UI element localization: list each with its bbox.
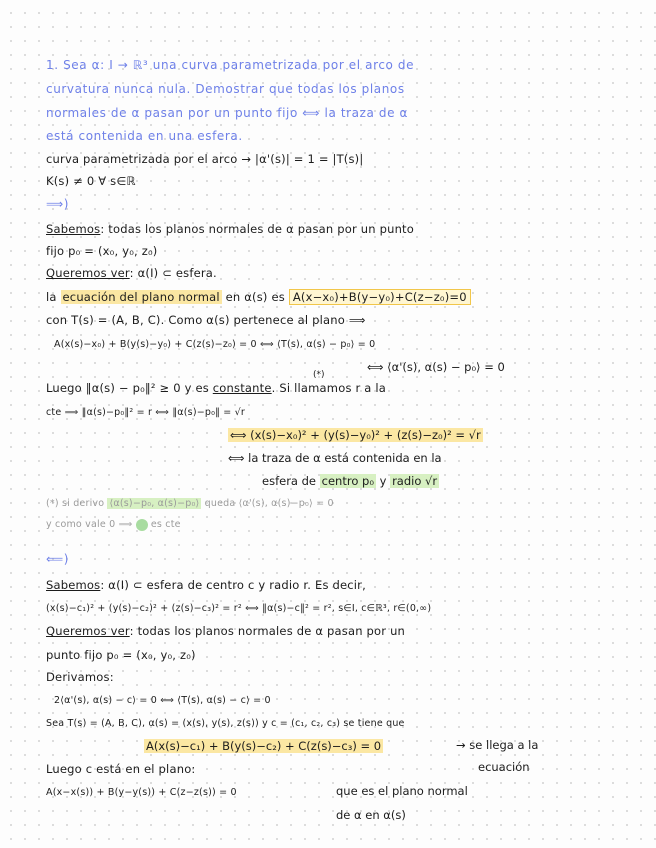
note-derive: [46, 496, 334, 511]
note1-a: (*) si derivo: [46, 498, 105, 509]
forward-sabemos: [46, 222, 414, 237]
esfera-y: y: [379, 474, 387, 488]
forward-queremos: [46, 266, 217, 281]
b-ecuacion: ecuación: [478, 760, 530, 774]
eq-box: A(x−x₀)+B(y−y₀)+C(z−z₀)=0: [289, 289, 471, 305]
b-plane-eq: A(x−x(s)) + B(y−y(s)) + C(z−z(s)) = 0: [46, 787, 237, 798]
luego-constante: constante: [212, 381, 272, 395]
sabemos-text: : todas los planos normales de α pasan por un punto: [100, 222, 415, 236]
b-que-es: que es el plano normal: [336, 784, 468, 798]
b-queremos-label: Queremos ver: [46, 624, 130, 638]
cte-line: cte ⟹ ‖α(s)−p₀‖² = r ⟺ ‖α(s)−p₀‖ = √r: [46, 407, 246, 418]
intro-line-1: curva parametrizada por el arco → |α'(s)| = 1 = |T(s)|: [46, 152, 364, 166]
b-de-alpha: de α en α(s): [336, 808, 406, 822]
eq-text-a: la: [46, 290, 57, 304]
note1-highlight: ⟨α(s)−p₀, α(s)−p₀⟩: [109, 498, 200, 509]
iff-line: ⟺ ⟨α'(s), α(s) − p₀⟩ = 0: [367, 360, 505, 374]
b-sea-line: Sea T(s) = (A, B, C), α(s) = (x(s), y(s), z(s)) y c = (c₁, c₂, c₃) se tiene que: [46, 718, 405, 729]
b-sabemos-text: : α(I) ⊂ esfera de centro c y radio r. Es decir,: [100, 578, 366, 592]
problem-line-4: está contenida en una esfera.: [46, 129, 243, 143]
esfera-centro: centro p₀: [321, 474, 374, 488]
sphere-eq: ⟺ (x(s)−x₀)² + (y(s)−y₀)² + (z(s)−z₀)² = √r: [230, 428, 481, 442]
esfera-line: [262, 474, 439, 489]
forward-fijo: fijo p₀ = (x₀, y₀, z₀): [46, 244, 158, 258]
b-deriv-line: Derivamos:: [46, 670, 114, 684]
esfera-radio: radio √r: [392, 474, 438, 488]
eq-highlight: ecuación del plano normal: [62, 290, 220, 304]
note1-b: queda ⟨α'(s), α(s)−p₀⟩ = 0: [204, 498, 334, 509]
queremos-text: : α(I) ⊂ esfera.: [129, 266, 217, 280]
traza-line: ⟺ la traza de α está contenida en la: [228, 451, 442, 465]
note-constant: [46, 517, 181, 532]
green-dot-icon: [136, 519, 148, 531]
b-punto-line: punto fijo p₀ = (x₀, y₀, z₀): [46, 648, 196, 662]
eq-text-b: en α(s) es: [225, 290, 285, 304]
b-hl-eq: A(x(s)−c₁) + B(y(s)−c₂) + C(z(s)−c₃) = 0: [146, 739, 382, 753]
luego-line: [46, 381, 386, 396]
backward-queremos: [46, 624, 405, 639]
problem-line-2: curvatura nunca nula. Demostrar que todas los planos: [46, 82, 405, 96]
b-deriv-eq: 2⟨α'(s), α(s) − c⟩ = 0 ⟺ ⟨T(s), α(s) − c⟩ = 0: [54, 695, 271, 706]
con-line: con T(s) = (A, B, C). Como α(s) pertenece al plano ⟹: [46, 313, 366, 327]
esfera-a: esfera de: [262, 474, 316, 488]
sabemos-label: Sabemos: [46, 222, 101, 236]
plane-equation-line: [46, 290, 471, 305]
forward-marker: ⟹): [46, 197, 70, 211]
backward-marker: ⟸): [46, 552, 70, 566]
b-luego-line: Luego c está en el plano:: [46, 762, 196, 776]
queremos-label: Queremos ver: [46, 266, 130, 280]
backward-sabemos: [46, 578, 366, 593]
problem-line-3: normales de α pasan por un punto fijo ⟺ la traza de α: [46, 106, 409, 120]
note2-b: es cte: [150, 519, 181, 530]
luego-b: . Si llamamos r a la: [271, 381, 387, 395]
note2-a: y como vale 0 ⟹: [46, 519, 133, 530]
b-sabemos-label: Sabemos: [46, 578, 101, 592]
luego-a: Luego ‖α(s) − p₀‖² ≥ 0 y es: [46, 381, 209, 395]
b-arrow-note: → se llega a la: [456, 738, 539, 752]
star-marker: (*): [313, 370, 325, 380]
b-sphere-line: (x(s)−c₁)² + (y(s)−c₂)² + (z(s)−c₃)² = r² ⟺ ‖α(s)−c‖² = r², s∈I, c∈ℝ³, r∈(0,∞): [46, 603, 432, 614]
problem-line-1: 1. Sea α: I → ℝ³ una curva parametrizada por el arco de: [46, 58, 415, 72]
intro-line-2: K(s) ≠ 0 ∀ s∈ℝ: [46, 174, 136, 188]
expand-line: A(x(s)−x₀) + B(y(s)−y₀) + C(z(s)−z₀) = 0 ⟺ ⟨T(s), α(s) − p₀⟩ = 0: [54, 339, 376, 350]
b-queremos-text: : todas los planos normales de α pasan por un: [129, 624, 406, 638]
